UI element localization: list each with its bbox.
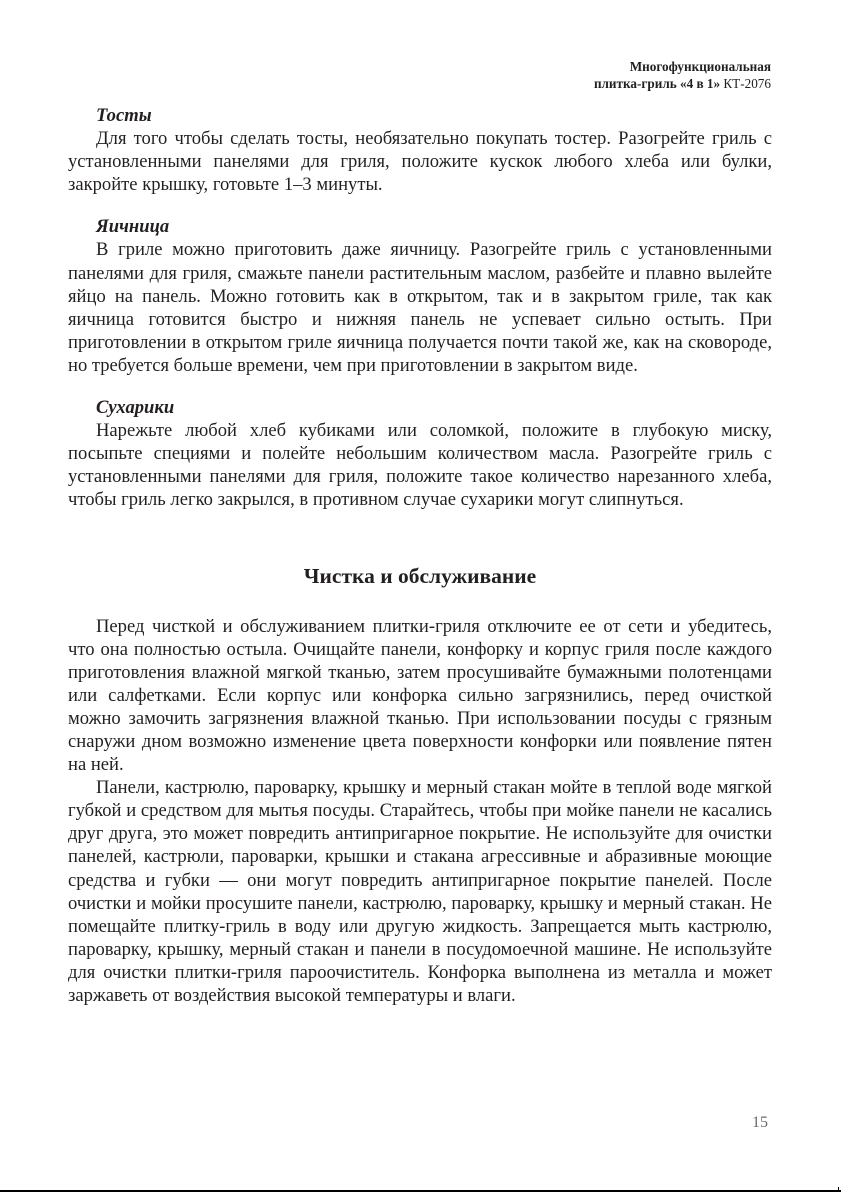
section-title-cleaning: Чистка и обслуживание xyxy=(303,563,537,588)
subheading-toasts: Тосты xyxy=(96,105,152,126)
header-product-name: плитка-гриль «4 в 1» xyxy=(593,76,721,91)
running-header xyxy=(594,58,771,92)
section-toasts xyxy=(68,104,772,196)
paragraph-cleaning-2: Панели, кастрюлю, пароварку, крышку и мерный стакан мойте в теплой воде мягкой губкой и средством для мытья посуды. Старайтесь, чтобы при мойке панели не касались друг друга, это может повредить антипригарное покрытие. Не используйте для очистки панелей, кастрюли, пароварки, крышки и стакана агрессивные и абразивные моющие средства и губки — они могут повредить антипригарное покрытие панелей. После очистки и мойки просушите панели, кастрюлю, пароварку, крышку и мерный стакан. Не помещайте плитку-гриль в воду или другую жидкость. Запрещается мыть кастрюлю, пароварку, крышку, мерный стакан и панели в посудомоечной машине. Не используйте для очистки плитки-гриля пароочиститель. Конфорка выполнена из металла и может заржаветь от воздействия высокой температуры и влаги. xyxy=(68,777,772,1006)
section-croutons xyxy=(68,396,772,511)
paragraph-cleaning-1: Перед чисткой и обслуживанием плитки-гриля отключите ее от сети и убедитесь, что она полностью остыла. Очищайте панели, конфорку и корпус гриля после каждого приготовления влажной мягкой тканью, затем просушивайте бумажными полотенцами или салфетками. Если корпус или конфорка сильно загрязнились, перед очисткой можно замочить загрязнения влажной тканью. При использовании посуды с грязным снаружи дном возможно изменение цвета поверхности конфорки или появление пятен на ней. xyxy=(68,615,772,776)
page-content xyxy=(68,104,772,1007)
section-fried-eggs xyxy=(68,215,772,377)
header-product-line xyxy=(594,75,771,92)
section-cleaning xyxy=(68,615,772,1008)
bottom-border-line xyxy=(0,1190,841,1192)
header-model-number: КТ-2076 xyxy=(723,76,771,91)
bottom-corner-tick xyxy=(838,1187,839,1191)
paragraph-toasts: Для того чтобы сделать тосты, необязательно покупать тостер. Разогрейте гриль с установленными панелями для гриля, положите кускок любого хлеба или булки, закройте крышку, готовьте 1–3 минуты. xyxy=(68,128,772,196)
subheading-fried-eggs: Яичница xyxy=(96,216,170,238)
header-product-type: Многофункциональная xyxy=(629,59,771,74)
paragraph-fried-eggs: В гриле можно приготовить даже яичницу. Разогрейте гриль с установленными панелями для гриля, смажьте панели растительным маслом, разбейте и плавно вылейте яйцо на панель. Можно готовить как в открытом, так и в закрытом гриле, так как яичница готовится быстро и нижняя панель не успевает сильно остыть. При приготовлении в открытом гриле яичница получается почти такой же, как на сковороде, но требуется больше времени, чем при приготовлении в закрытом виде. xyxy=(68,239,772,376)
page-number: 15 xyxy=(752,1114,768,1131)
subheading-croutons: Сухарики xyxy=(96,397,175,419)
paragraph-croutons: Нарежьте любой хлеб кубиками или соломкой, положите в глубокую миску, посыпьте специями и полейте небольшим количеством масла. Разогрейте гриль с установленными панелями для гриля, положите такое количество нарезанного хлеба, чтобы гриль легко закрылся, в противном случае сухарики могут слипнуться. xyxy=(68,420,772,511)
